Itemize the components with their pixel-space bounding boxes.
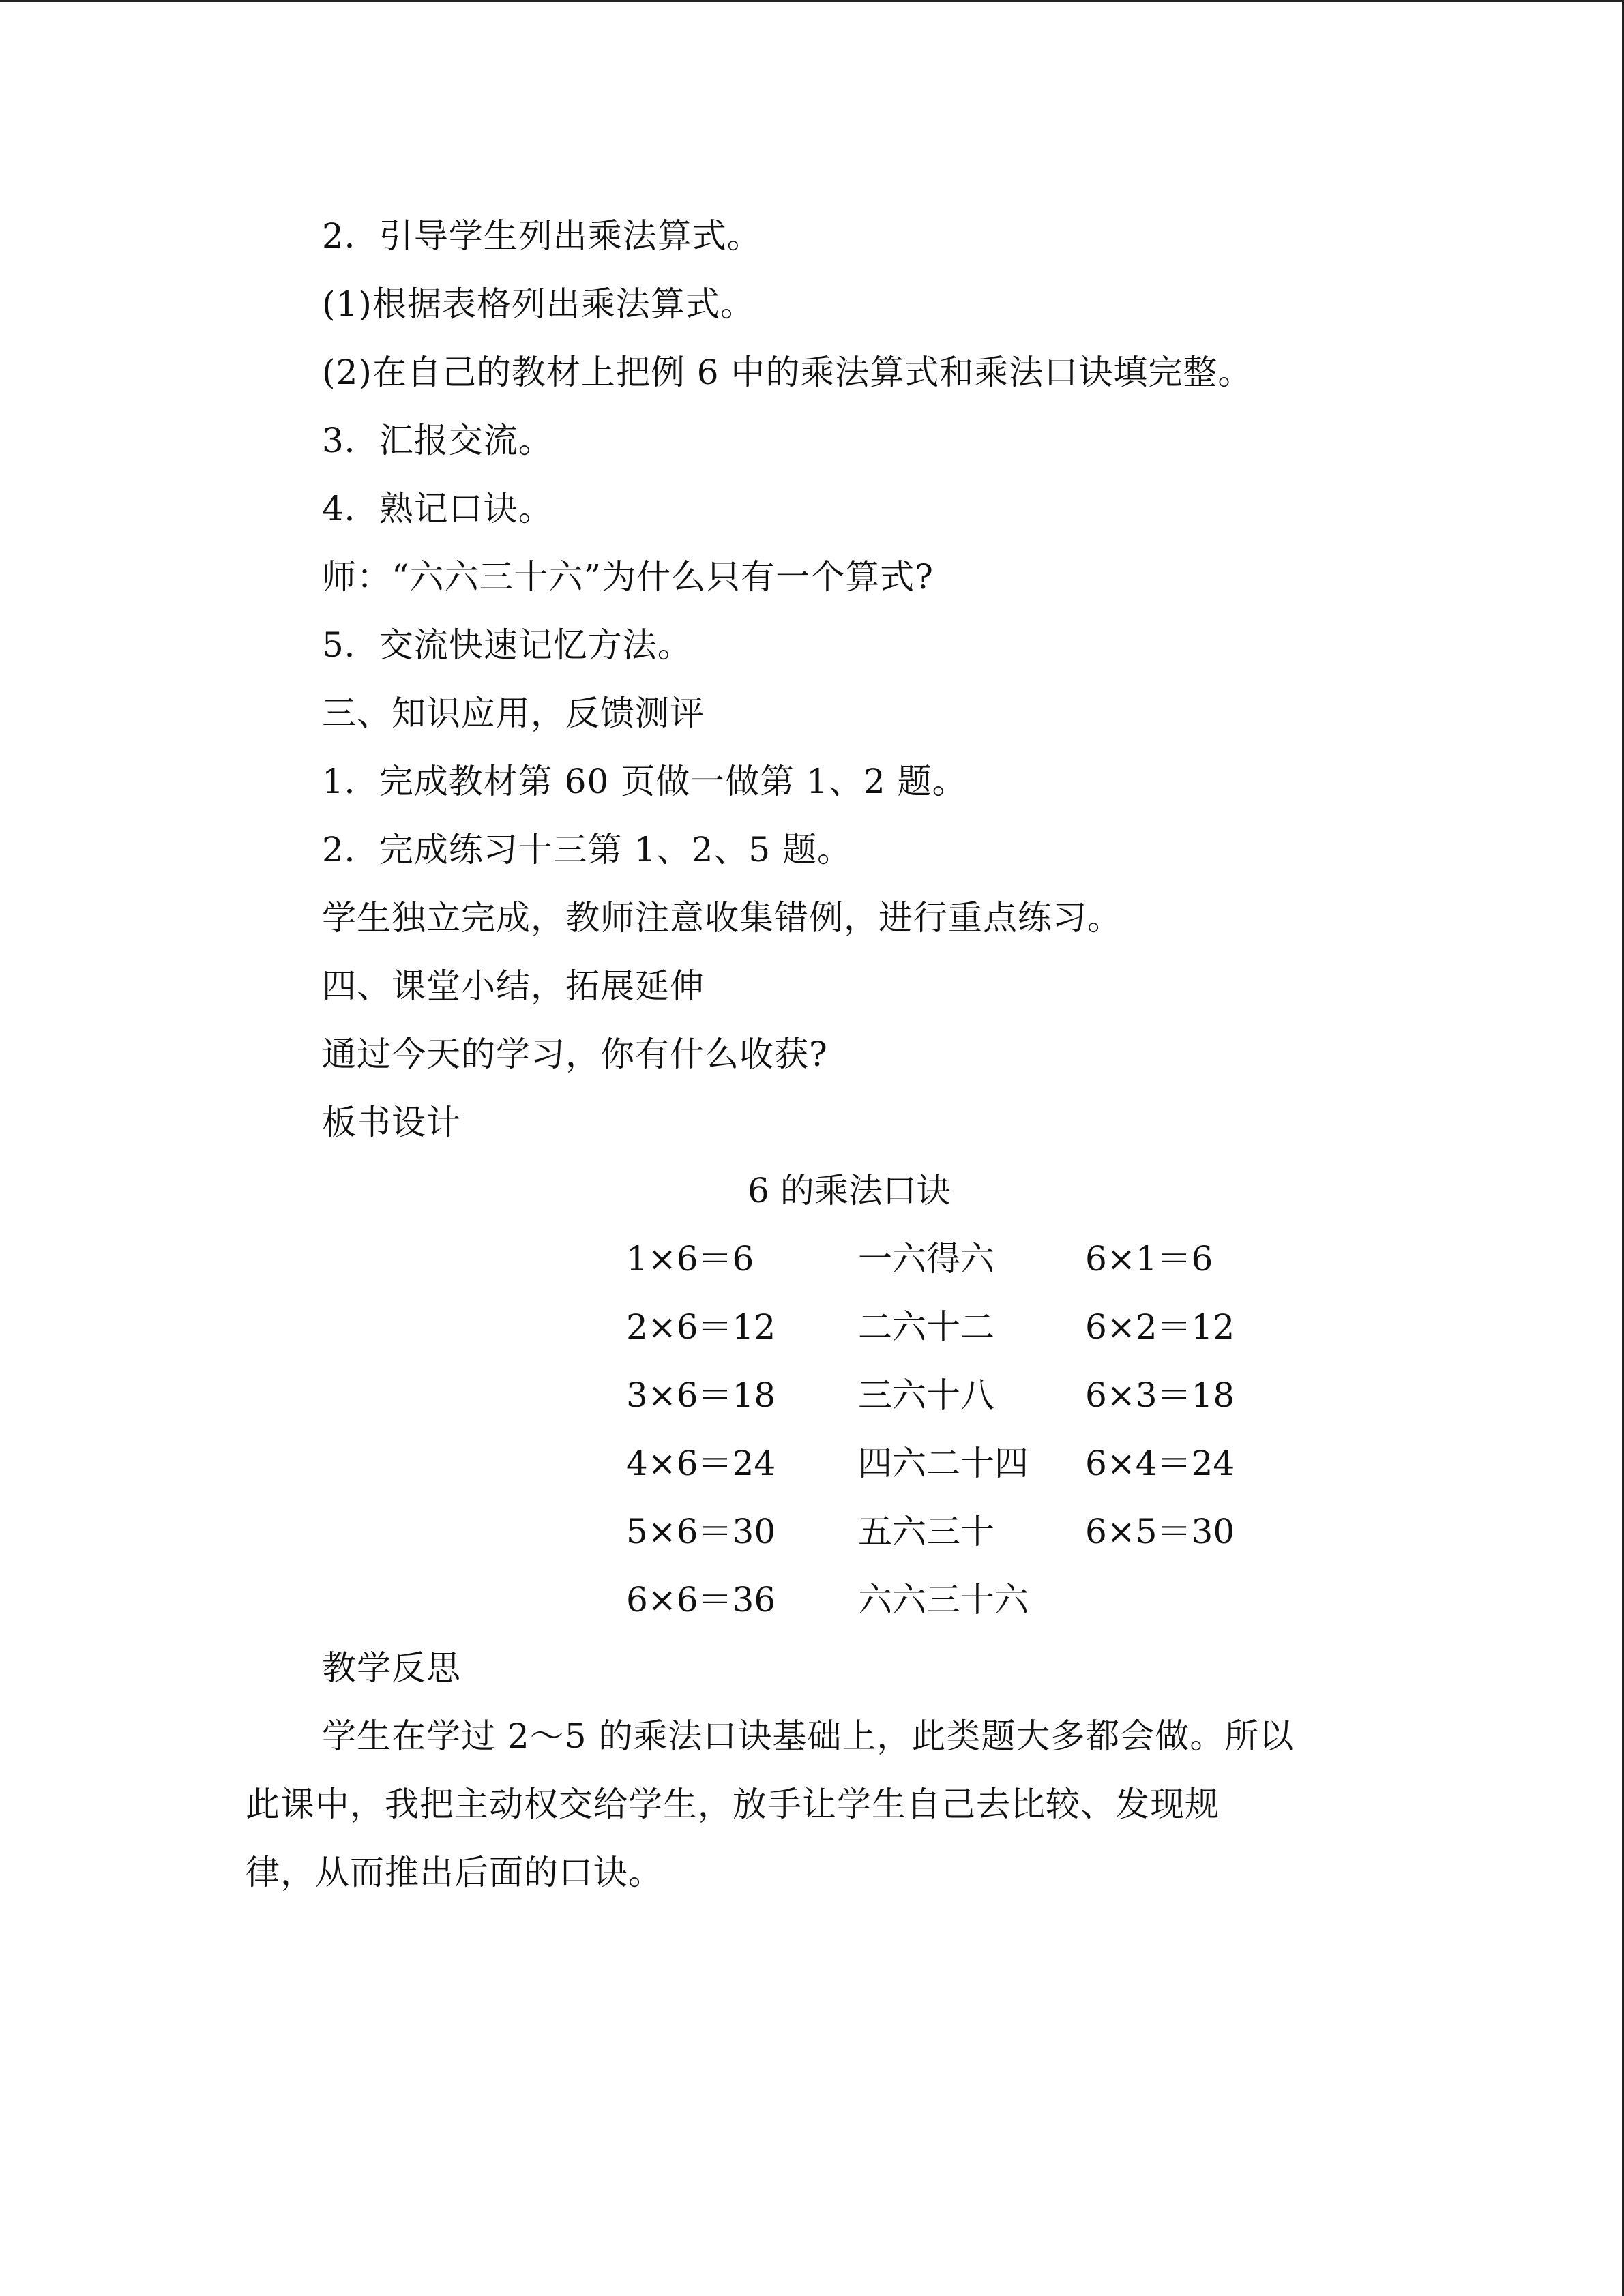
equation-left: 6×6＝36 [626,1580,776,1620]
reflection-line-3: 律，从而推出后面的口诀。 [246,1853,663,1892]
teacher-question: 师：“六六三十六”为什么只有一个算式? [322,557,934,597]
rhyme: 四六二十四 [858,1444,1029,1483]
rhyme: 二六十二 [858,1307,994,1347]
step-4-memorize: 4．熟记口诀。 [322,489,553,528]
equation-left: 4×6＝24 [626,1444,776,1483]
equation-left: 3×6＝18 [626,1375,776,1415]
step-5-methods: 5．交流快速记忆方法。 [322,625,692,665]
rhyme: 五六三十 [858,1512,994,1551]
independent-work: 学生独立完成，教师注意收集错例，进行重点练习。 [322,898,1122,938]
page-top-border [0,0,1624,2]
sub-step-1: (1)根据表格列出乘法算式。 [322,284,755,324]
equation-right: 6×1＝6 [1085,1239,1213,1279]
rhyme: 六六三十六 [858,1580,1029,1620]
equation-right: 6×4＝24 [1085,1444,1235,1483]
section-4-heading: 四、课堂小结，拓展延伸 [322,966,705,1006]
rhyme: 一六得六 [858,1239,994,1279]
step-2-guide: 2．引导学生列出乘法算式。 [322,216,762,256]
exercise-1: 1．完成教材第 60 页做一做第 1、2 题。 [322,762,967,801]
sub-step-2: (2)在自己的教材上把例 6 中的乘法算式和乘法口诀填完整。 [322,353,1253,392]
equation-left: 2×6＝12 [626,1307,776,1347]
exercise-2: 2．完成练习十三第 1、2、5 题。 [322,830,853,869]
equation-right: 6×3＝18 [1085,1375,1235,1415]
equation-left: 5×6＝30 [626,1512,776,1551]
step-3-report: 3．汇报交流。 [322,421,553,460]
equation-right: 6×5＝30 [1085,1512,1235,1551]
equation-right: 6×2＝12 [1085,1307,1235,1347]
reflection-line-1: 学生在学过 2～5 的乘法口诀基础上，此类题大多都会做。所以 [322,1716,1295,1756]
summary-question: 通过今天的学习，你有什么收获? [322,1034,828,1074]
reflection-heading: 教学反思 [322,1648,461,1688]
equation-left: 1×6＝6 [626,1239,754,1279]
reflection-line-2: 此课中，我把主动权交给学生，放手让学生自己去比较、发现规 [246,1785,1220,1824]
rhyme: 三六十八 [858,1375,994,1415]
board-title: 6 的乘法口诀 [748,1171,951,1210]
section-3-heading: 三、知识应用，反馈测评 [322,694,705,733]
board-design-heading: 板书设计 [322,1103,461,1142]
